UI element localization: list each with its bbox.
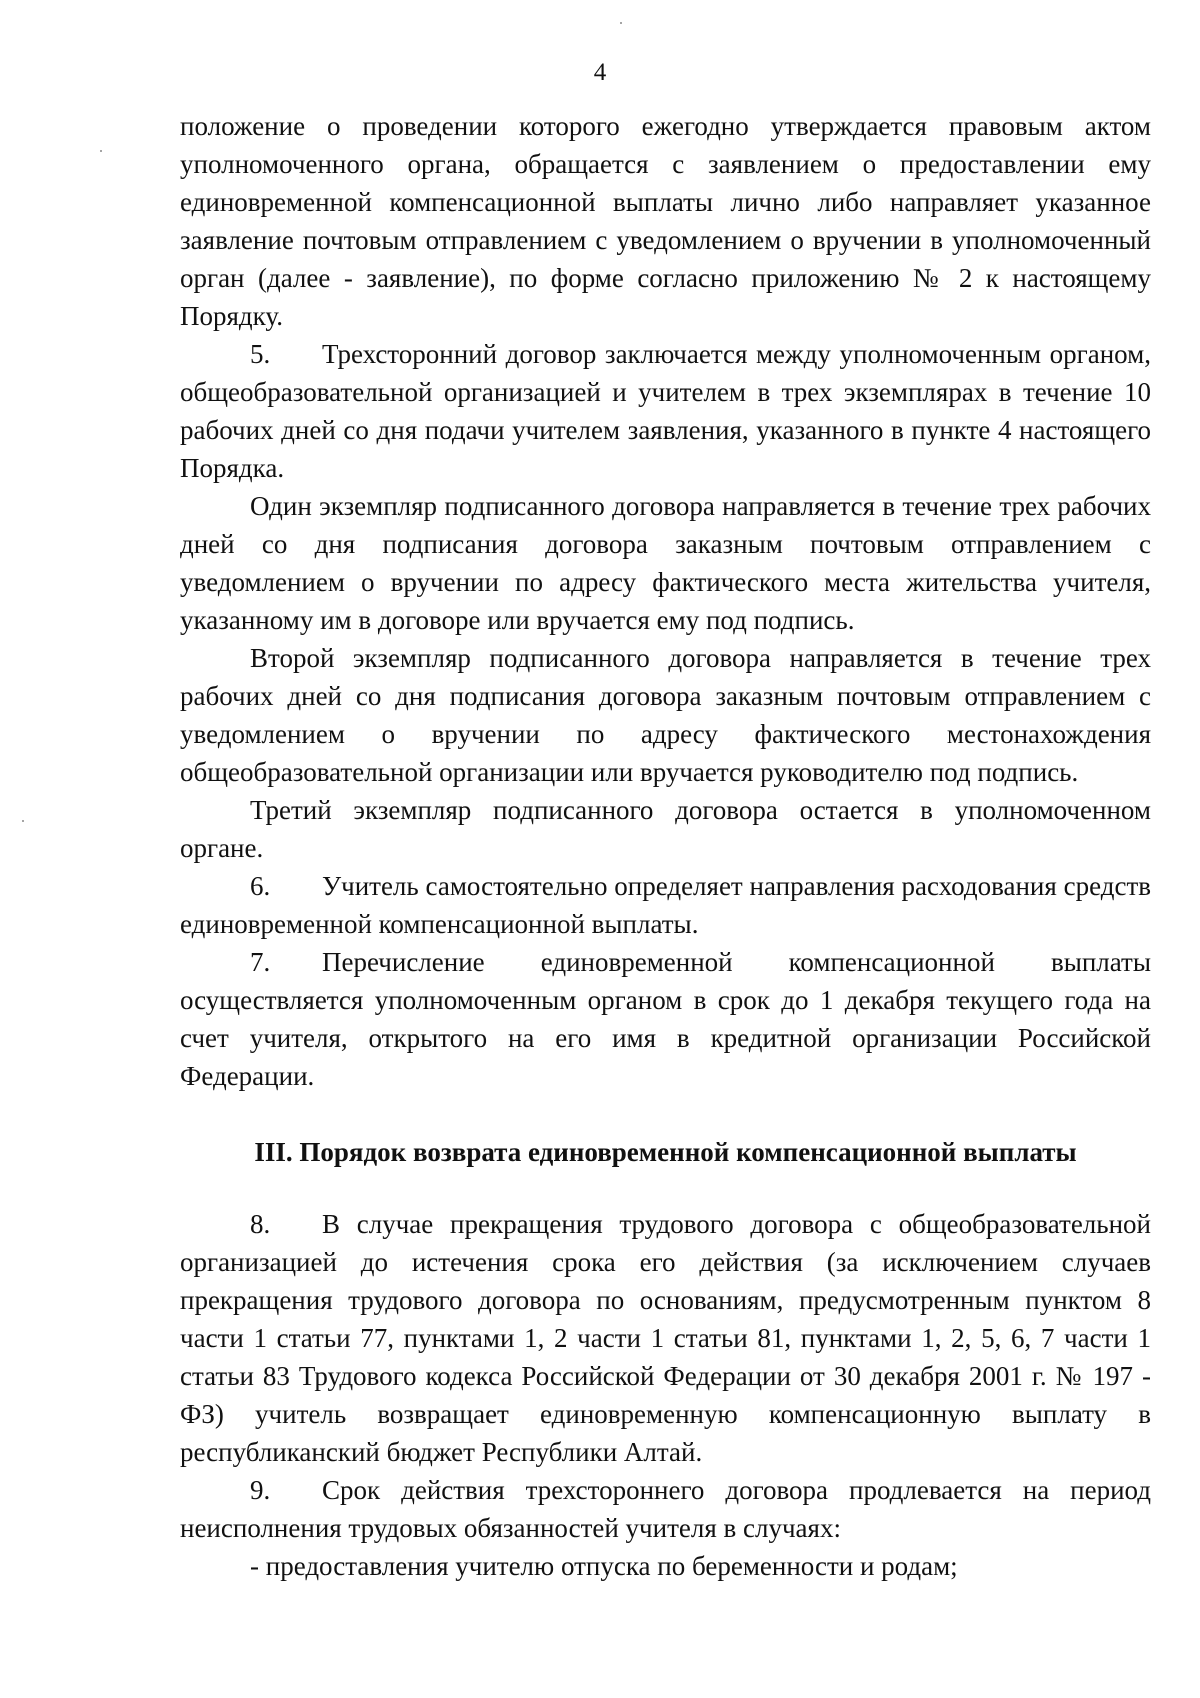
- paragraph-text: Срок действия трехстороннего договора продлевается на период неисполнения трудовых обязанностей учителя в случаях:: [180, 1475, 1151, 1543]
- paragraph-number: 7.: [250, 947, 271, 977]
- section-heading: III. Порядок возврата единовременной компенсационной выплаты: [254, 1137, 1077, 1167]
- paragraph-9: [180, 1471, 1151, 1547]
- paragraph-4-continuation: положение о проведении которого ежегодно утверждается правовым актом уполномоченного органа, обращается с заявлением о предоставлении ему единовременной компенсационной выплаты лично либо направляет указанное заявление почтовым отправлением с уведомлением о вручении в уполномоченный орган (далее - заявление), по форме согласно приложению № 2 к настоящему Порядку.: [180, 111, 1151, 331]
- scan-artifact: [100, 150, 102, 152]
- paragraph-number: 5.: [250, 339, 271, 369]
- paragraph-number: 8.: [250, 1209, 271, 1239]
- scan-artifact: [620, 22, 622, 24]
- paragraph-5: [180, 335, 1151, 487]
- document-body: [180, 107, 1151, 1585]
- paragraph-5-third-copy: Третий экземпляр подписанного договора остается в уполномоченном органе.: [180, 795, 1151, 863]
- page-number: 4: [593, 59, 607, 86]
- list-item: - предоставления учителю отпуска по беременности и родам;: [250, 1551, 958, 1581]
- paragraph-8: [180, 1205, 1151, 1471]
- scan-artifact: [22, 820, 24, 822]
- paragraph-5-first-copy: Один экземпляр подписанного договора направляется в течение трех рабочих дней со дня подписания договора заказным почтовым отправлением с уведомлением о вручении по адресу фактического места жительства учителя, указанному им в договоре или вручается ему под подпись.: [180, 491, 1151, 635]
- paragraph-6: [180, 867, 1151, 943]
- paragraph-text: В случае прекращения трудового договора с общеобразовательной организацией до истечения срока его действия (за исключением случаев прекращения трудового договора по основаниям, предусмотренным пунктом 8 части 1 статьи 77, пунктами 1, 2 части 1 статьи 81, пунктами 1, 2, 5, 6, 7 части 1 статьи 83 Трудового кодекса Российской Федерации от 30 декабря 2001 г. № 197 - ФЗ) учитель возвращает единовременную компенсационную выплату в республиканский бюджет Республики Алтай.: [180, 1209, 1151, 1467]
- paragraph-number: 6.: [250, 871, 271, 901]
- paragraph-number: 9.: [250, 1475, 271, 1505]
- paragraph-5-second-copy: Второй экземпляр подписанного договора направляется в течение трех рабочих дней со дня подписания договора заказным почтовым отправлением с уведомлением о вручении по адресу фактического местонахождения общеобразовательной организации или вручается руководителю под подпись.: [180, 643, 1151, 787]
- paragraph-7: [180, 943, 1151, 1095]
- paragraph-text: Трехсторонний договор заключается между уполномоченным органом, общеобразовательной организацией и учителем в трех экземплярах в течение 10 рабочих дней со дня подачи учителем заявления, указанного в пункте 4 настоящего Порядка.: [180, 339, 1151, 483]
- paragraph-text: Учитель самостоятельно определяет направления расходования средств единовременной компенсационной выплаты.: [180, 871, 1151, 939]
- paragraph-text: Перечисление единовременной компенсационной выплаты осуществляется уполномоченным органом в срок до 1 декабря текущего года на счет учителя, открытого на его имя в кредитной организации Российской Федерации.: [180, 947, 1151, 1091]
